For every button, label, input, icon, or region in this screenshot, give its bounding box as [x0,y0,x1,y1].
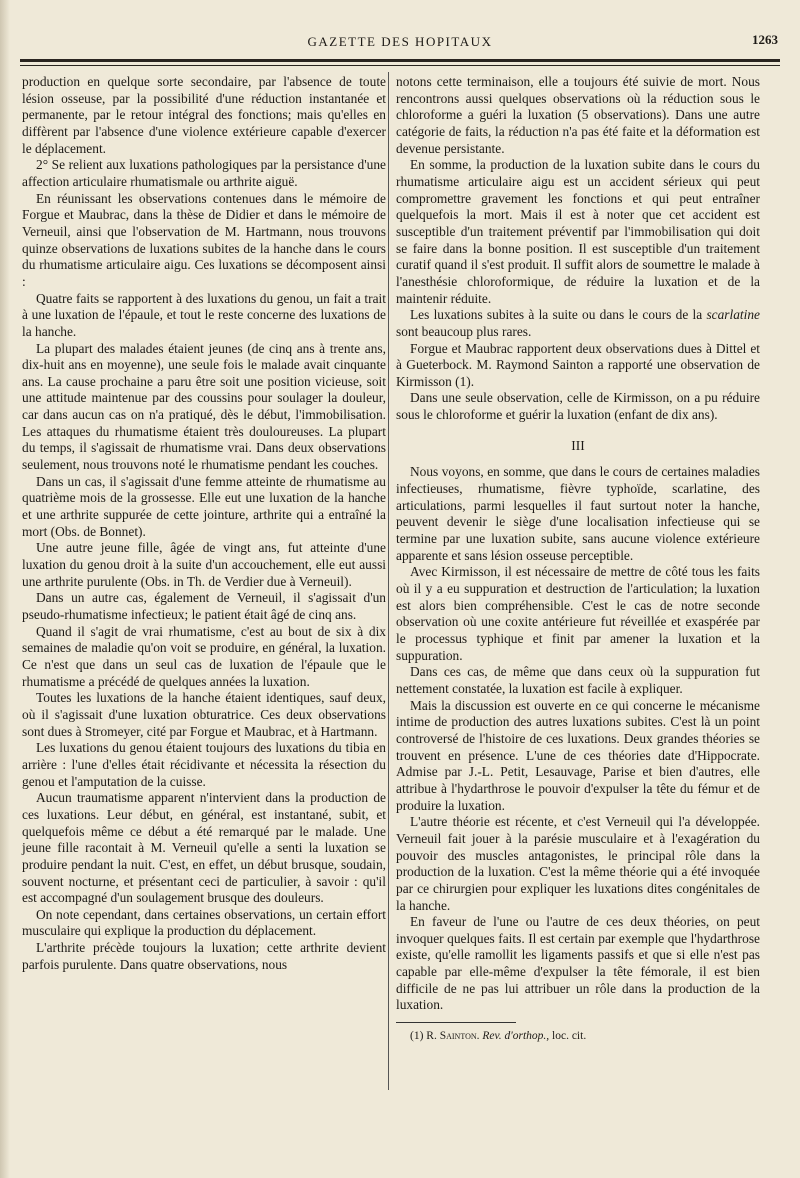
paragraph: Toutes les luxations de la hanche étaient identiques, sauf deux, où il s'agissait d'une luxation obturatrice. Ces deux observations sont dues à Stromeyer, cité par Forgue et Maubrac, et à Hartmann. [22,690,386,739]
paragraph: Les luxations subites à la suite ou dans le cours de la scarlatine sont beaucoup plus rares. [396,307,760,339]
page-number: 1263 [752,32,778,47]
paragraph: L'autre théorie est récente, et c'est Verneuil qui l'a développée. Verneuil fait jouer à la parésie musculaire et à l'exagération du pouvoir des muscles antagonistes, le principal rôle dans la production de la luxation. C'est la même théorie qui a été invoquée par ce chirurgien pour expliquer les luxations dites congénitales de la hanche. [396,814,760,913]
running-title: GAZETTE DES HOPITAUX [307,34,493,49]
paragraph: On note cependant, dans certaines observations, un certain effort musculaire qui explique la production du déplacement. [22,906,386,939]
paragraph: En somme, la production de la luxation subite dans le cours du rhumatisme articulaire aigu est un accident sérieux qui peut compromettre gravement les fonctions et qui peut entraîner quelquefois la mort. Mais il est à noter que cet accident est susceptible d'un traitement préventif par l'immobilisation qui doit se faire dans la bonne position. Il est susceptible d'un traitement curatif quand il s'est produit. Il suffit alors de soumettre le malade à l'anesthésie chloroformique, de réduire la luxation et de la maintenir réduite. [396,157,760,306]
paragraph: En faveur de l'une ou l'autre de ces deux théories, on peut invoquer quelques faits. Il est certain par exemple que l'hydarthrose existe, qu'elle ramollit les ligaments passifs et que si elle n'est pas capable par elle-même d'expulser la tête fémorale, il est bien difficile de ne pas lui attribuer un rôle dans la production de la luxation. [396,914,760,1013]
right-column-body [396,74,760,1014]
paragraph: Aucun traumatisme apparent n'intervient dans la production de ces luxations. Leur début, en général, est instantané, subit, et quelquefois même ce début a été remarqué par le malade. Une jeune fille racontait à M. Verneuil qu'elle a senti la luxation se produire pendant la nuit. C'est, en effet, un début brusque, soudain, souvent nocturne, et présentant ceci de particulier, à savoir : qu'il est accompagné d'un soulagement brusque des douleurs. [22,790,386,906]
header-rule-thin [20,65,780,66]
paragraph: Forgue et Maubrac rapportent deux observations dues à Dittel et à Gueterbock. M. Raymond Sainton a rapporté une observation de Kirmisson (1). [396,340,760,389]
footnote-source: Rev. d'orthop., [482,1030,550,1043]
paragraph: Les luxations du genou étaient toujours des luxations du tibia en arrière : l'une d'elles était récidivante et nécessita la résection du genou et l'amputation de la cuisse. [22,740,386,789]
column-divider [388,72,389,1090]
paragraph: Quatre faits se rapportent à des luxations du genou, un fait a trait à une luxation de l'épaule, et tout le reste concerne des luxations de la hanche. [22,290,386,339]
paragraph: La plupart des malades étaient jeunes (de cinq ans à trente ans, dix-huit ans en moyenne), une seule fois le malade avait cinquante ans. La cause prochaine a paru être soit une position vicieuse, soit une attitude maintenue par des coussins pour soulager la douleur, car dans aucun cas on n'a pratiqué, dès le début, l'immobilisation. Les attaques du rhumatisme étaient très douloureuses. La plupart du temps, il s'agissait de rhumatisme vrai. Dans deux observations seulement, nous trouvons noté le rhumatisme pendant les couches. [22,340,386,473]
section-heading: III [571,437,585,453]
paragraph: Quand il s'agit de vrai rhumatisme, c'est au bout de six à dix semaines de maladie qu'on voit se produire, en général, la luxation. Ce n'est que dans un seul cas de luxation de l'épaule que le rhumatisme a précédé de quelques années la luxation. [22,623,386,689]
page-edge-shadow [0,0,10,1178]
footnote-marker: (1) R. [410,1030,437,1043]
paragraph: Dans une seule observation, celle de Kirmisson, on a pu réduire sous le chloroforme et guérir la luxation (enfant de dix ans). [396,390,760,423]
paragraph: Mais la discussion est ouverte en ce qui concerne le mécanisme intime de production des autres luxations subites. C'est là un point controversé de l'histoire de ces luxations. Deux grandes théories se trouvent en présence. L'une de ces théories date d'Hippocrate. Admise par J.-L. Petit, Lesauvage, Parise et bien d'autres, elle attribue à l'hydarthrose le pouvoir d'expulser la tête du fémur et de produire la luxation. [396,697,760,813]
footnote-author: Sainton. [439,1030,480,1043]
paragraph: En réunissant les observations contenues dans le mémoire de Forgue et Maubrac, dans la thèse de Didier et dans le mémoire de Verneuil, ainsi que l'observation de M. Hartmann, nous trouvons quinze observations de luxations subites de la hanche dans le cours du rhumatisme articulaire aigu. Ces luxations se décomposent ainsi : [22,190,386,289]
footnote-rule [396,1022,516,1023]
paragraph: Dans un autre cas, également de Verneuil, il s'agissait d'un pseudo-rhumatisme infectieux; le patient était âgé de cinq ans. [22,590,386,622]
page-header [20,30,780,54]
paragraph: Dans un cas, il s'agissait d'une femme atteinte de rhumatisme au quatrième mois de la grossesse. Elle eut une luxation de la hanche et une arthrite suppurée de cette jointure, arthrite qui a entraîné la mort (Obs. de Bonnet). [22,473,386,539]
paragraph: production en quelque sorte secondaire, par l'absence de toute lésion osseuse, par la possibilité d'une réduction instantanée et permanente, par le retour intégral des fonctions; mais qu'elles en diffèrent par l'absence d'une violence extérieure capable d'exercer le déplacement. [22,74,386,156]
header-rule-thick [20,59,780,62]
paragraph: Une autre jeune fille, âgée de vingt ans, fut atteinte d'une luxation du genou droit à la suite d'un accouchement, elle eut aussi une arthrite purulente (Obs. in Th. de Verdier due à Verneuil). [22,540,386,589]
footnote [396,1029,760,1043]
paragraph: Nous voyons, en somme, que dans le cours de certaines maladies infectieuses, rhumatisme, fièvre typhoïde, scarlatine, des articulations, parmi lesquelles il faut surtout noter la hanche, peuvent devenir le siège d'une localisation infectieuse qui se termine par une luxation subite, sans aucune violence extérieure apparente et sans lésion osseuse perceptible. [396,464,760,563]
left-column [22,74,386,973]
footnote-ref: loc. cit. [552,1030,587,1043]
paragraph: L'arthrite précède toujours la luxation; cette arthrite devient parfois purulente. Dans quatre observations, nous [22,940,386,972]
paragraph: notons cette terminaison, elle a toujours été suivie de mort. Nous rencontrons aussi quelques observations où la réduction sous le chloroforme a guéri la luxation (5 observations). Dans une autre catégorie de faits, la réduction n'a pas été faite et la déformation est devenue persistante. [396,74,760,156]
paragraph: Dans ces cas, de même que dans ceux où la suppuration fut nettement constatée, la luxation est facile à expliquer. [396,664,760,696]
paragraph: Avec Kirmisson, il est nécessaire de mettre de côté tous les faits où il y a eu suppuration et destruction de l'articulation; la luxation est alors bien compréhensible. C'est le cas de notre seconde observation où une coxite antérieure fut réveillée et exaspérée par le processus typhique et finit par amener la luxation et la suppuration. [396,564,760,663]
paragraph: 2° Se relient aux luxations pathologiques par la persistance d'une affection articulaire rhumatismale ou arthrite aiguë. [22,157,386,189]
right-column [396,74,760,1043]
